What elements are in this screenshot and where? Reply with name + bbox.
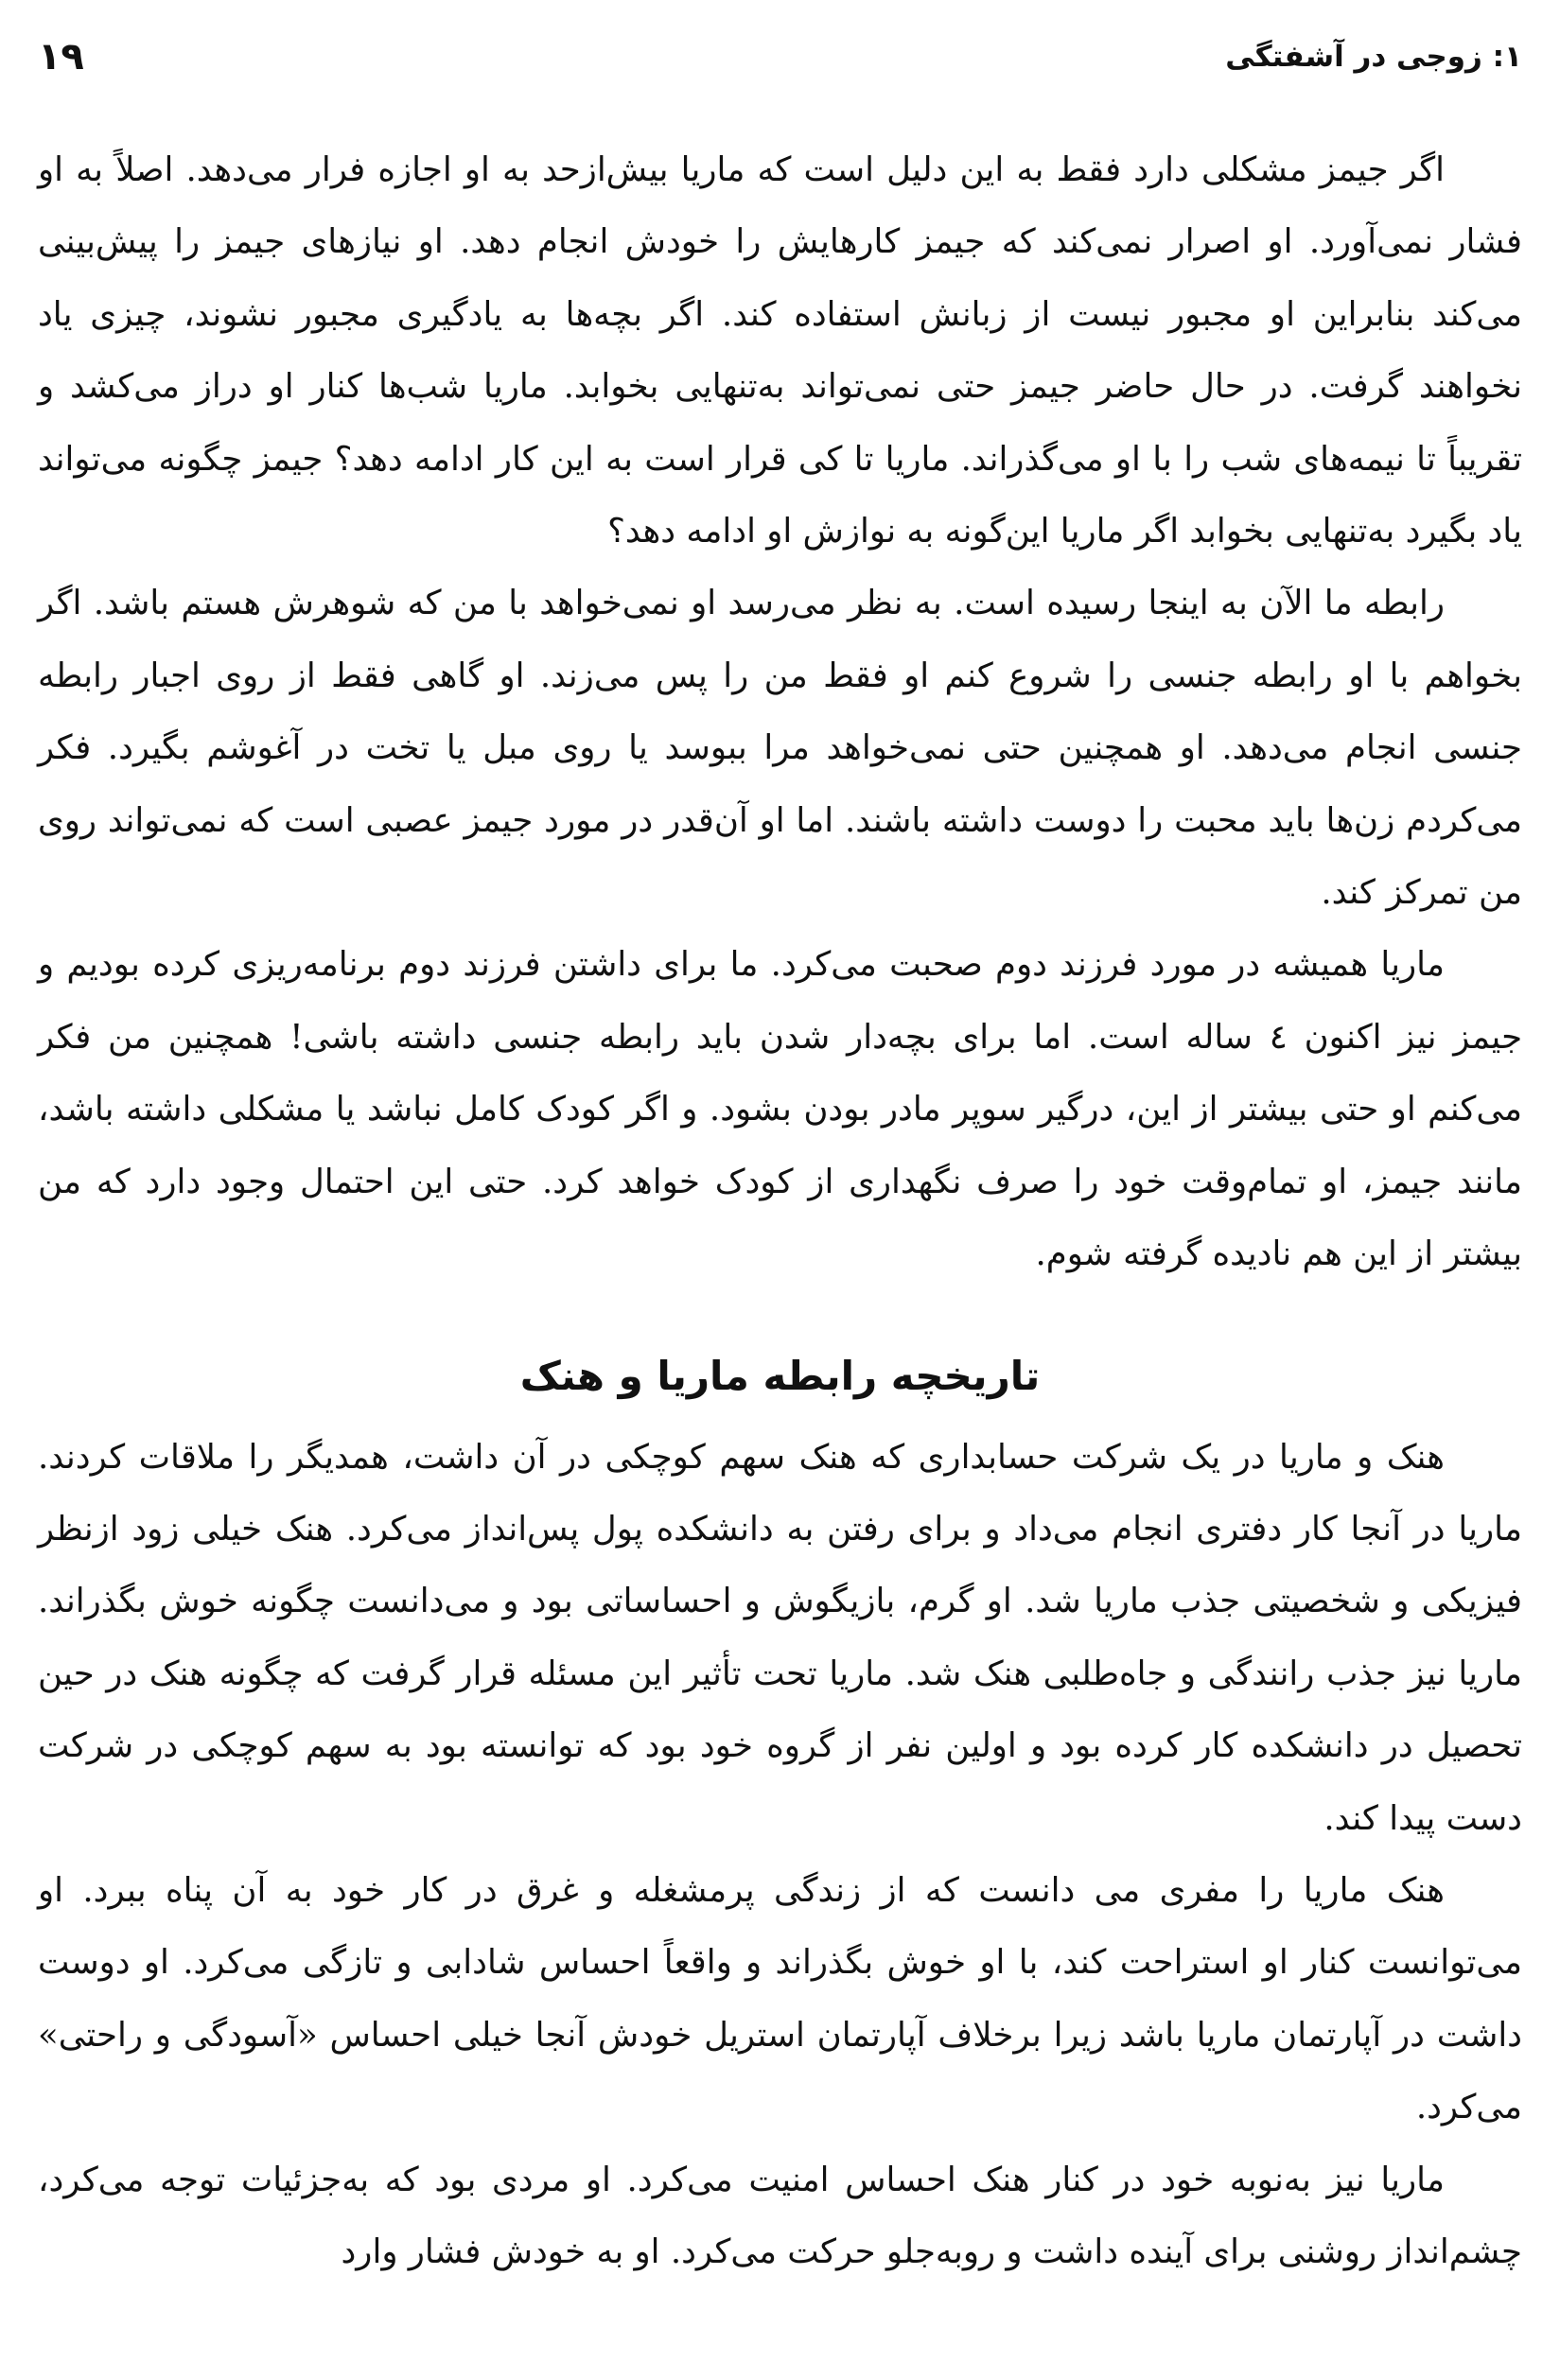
paragraph: رابطه ما الآن به اینجا رسیده است. به نظر می‌رسد او نمی‌خواهد با من که شوهرش هستم باشد. اگر بخواهم با او رابطه جنسی را شروع کنم او فقط من را پس می‌زند. او گاهی فقط از روی اجبار رابطه جنسی انجام می‌دهد. او همچنین حتی نمی‌خواهد مرا ببوسد یا روی مبل یا تخت در آغوشم بگیرد. فکر می‌کردم زن‌ها باید محبت را دوست داشته باشند. اما او آن‌قدر در مورد جیمز عصبی است که نمی‌تواند روی من تمرکز کند. — [38, 584, 1522, 913]
chapter-title: ۱: زوجی در آشفتگی — [1225, 40, 1522, 74]
page-body — [38, 134, 1522, 2288]
paragraph: هنک ماریا را مفری می دانست که از زندگی پرمشغله و غرق در کار خود به آن پناه ببرد. او می‌توانست کنار او استراحت کند، با او خوش بگذراند و واقعاً احساس شادابی و تازگی می‌کرد. او دوست داشت در آپارتمان ماریا باشد زیرا برخلاف آپارتمان استریل خودش آنجا خیلی احساس «آسودگی و راحتی» می‌کرد. — [38, 1870, 1522, 2127]
paragraph: هنک و ماریا در یک شرکت حسابداری که هنک سهم کوچکی در آن داشت، همدیگر را ملاقات کردند. ماریا در آنجا کار دفتری انجام می‌داد و برای رفتن به دانشکده پول پس‌انداز می‌کرد. هنک خیلی زود ازنظر فیزیکی و شخصیتی جذب ماریا شد. او گرم، بازیگوش و احساساتی بود و می‌دانست چگونه خوش بگذراند. ماریا نیز جذب رانندگی و جاه‌طلبی هنک شد. ماریا تحت تأثیر این مسئله قرار گرفت که چگونه هنک در حین تحصیل در دانشکده کار کرده بود و اولین نفر از گروه خود بود که توانسته بود به سهم کوچکی در شرکت دست پیدا کند. — [38, 1437, 1522, 1838]
running-header — [38, 28, 1522, 85]
paragraph: اگر جیمز مشکلی دارد فقط به این دلیل است که ماریا بیش‌ازحد به او اجازه فرار می‌دهد. اصلاً به او فشار نمی‌آورد. او اصرار نمی‌کند که جیمز کارهایش را خودش انجام دهد. او نیازهای جیمز را پیش‌بینی می‌کند بنابراین او مجبور نیست از زبانش استفاده کند. اگر بچه‌ها به یادگیری مجبور نشوند، چیزی یاد نخواهند گرفت. در حال حاضر جیمز حتی نمی‌تواند به‌تنهایی بخوابد. ماریا شب‌ها کنار او دراز می‌کشد و تقریباً تا نیمه‌های شب را با او می‌گذراند. ماریا تا کی قرار است به این کار ادامه دهد؟ جیمز چگونه می‌تواند یاد بگیرد به‌تنهایی بخوابد اگر ماریا این‌گونه به نوازش او ادامه دهد؟ — [38, 150, 1522, 551]
paragraph: ماریا نیز به‌نوبه خود در کنار هنک احساس امنیت می‌کرد. او مردی بود که به‌جزئیات توجه می‌کرد، چشم‌انداز روشنی برای آینده داشت و روبه‌جلو حرکت می‌کرد. او به خودش فشار وارد — [38, 2160, 1522, 2271]
section-heading: تاریخچه رابطه ماریا و هنک — [519, 1352, 1041, 1399]
paragraph: ماریا همیشه در مورد فرزند دوم صحبت می‌کرد. ما برای داشتن فرزند دوم برنامه‌ریزی کرده بودیم و جیمز نیز اکنون ٤ ساله است. اما برای بچه‌دار شدن باید رابطه جنسی داشته باشی! همچنین من فکر می‌کنم او حتی بیشتر از این، درگیر سوپر مادر بودن بشود. و اگر کودک کامل نباشد یا مشکلی داشته باشد، مانند جیمز، او تمام‌وقت خود را صرف نگهداری از کودک خواهد کرد. حتی این احتمال وجود دارد که من بیشتر از این هم نادیده گرفته شوم. — [38, 945, 1523, 1274]
page-number: ۱۹ — [38, 35, 84, 79]
